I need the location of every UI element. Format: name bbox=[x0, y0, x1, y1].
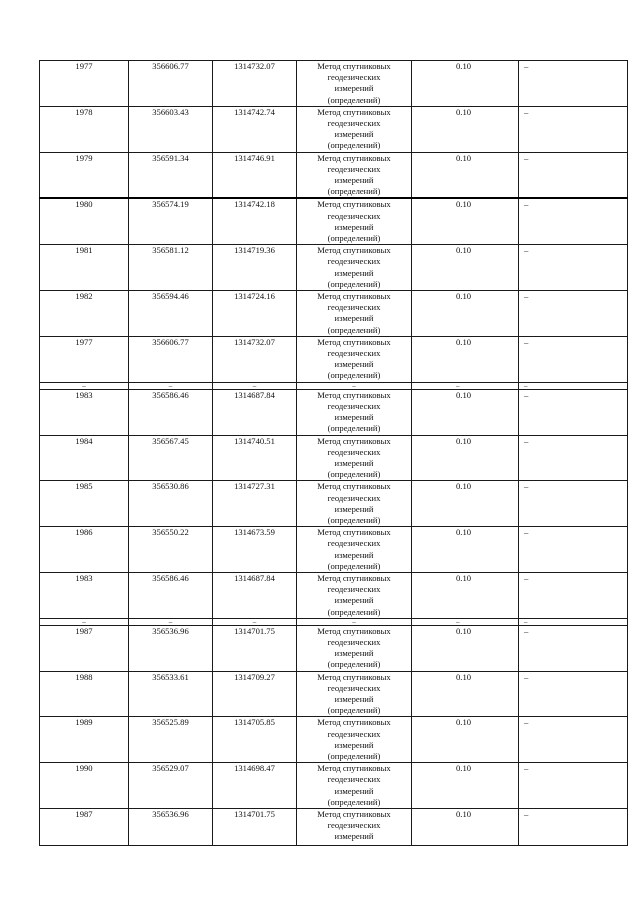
method-line: Метод спутниковых bbox=[317, 572, 391, 583]
method-line: геодезических bbox=[327, 446, 381, 457]
table-separator-row bbox=[40, 382, 628, 389]
y-coordinate-cell: 1314701.75 bbox=[213, 809, 297, 846]
y-coordinate-cell: 1314724.16 bbox=[213, 291, 297, 337]
coordinates-table-body bbox=[40, 61, 628, 846]
error-cell: 0.10 bbox=[412, 336, 519, 382]
method-line: измерений bbox=[334, 739, 374, 750]
method-line: Метод спутниковых bbox=[317, 717, 391, 728]
x-coordinate-cell: 356533.61 bbox=[129, 671, 213, 717]
error-cell: 0.10 bbox=[412, 152, 519, 198]
method-line: Метод спутниковых bbox=[317, 152, 391, 163]
error-cell: 0.10 bbox=[412, 198, 519, 244]
method-line: Метод спутниковых bbox=[317, 106, 391, 117]
method-line: – bbox=[352, 618, 356, 626]
method-line: (определений) bbox=[327, 469, 381, 480]
method-cell bbox=[297, 435, 412, 481]
method-line: (определений) bbox=[327, 423, 381, 434]
description-cell: – bbox=[519, 527, 628, 573]
x-coordinate-cell: 356586.46 bbox=[129, 572, 213, 618]
method-cell bbox=[297, 481, 412, 527]
y-coordinate-cell: 1314742.74 bbox=[213, 106, 297, 152]
method-line: (определений) bbox=[327, 324, 381, 335]
error-cell: 0.10 bbox=[412, 572, 519, 618]
point-number-cell: 1985 bbox=[40, 481, 129, 527]
method-line: геодезических bbox=[327, 538, 381, 549]
table-row bbox=[40, 245, 628, 291]
description-cell: – bbox=[519, 106, 628, 152]
method-line: геодезических bbox=[327, 348, 381, 359]
method-line: (определений) bbox=[327, 705, 381, 716]
point-number-cell: 1977 bbox=[40, 336, 129, 382]
description-cell: – bbox=[519, 435, 628, 481]
point-number-cell: 1984 bbox=[40, 435, 129, 481]
x-coordinate-cell: 356525.89 bbox=[129, 717, 213, 763]
method-cell bbox=[297, 527, 412, 573]
method-line: измерений bbox=[334, 831, 374, 842]
y-coordinate-cell: 1314732.07 bbox=[213, 336, 297, 382]
method-line: измерений bbox=[334, 648, 374, 659]
method-cell bbox=[297, 717, 412, 763]
table-row bbox=[40, 389, 628, 435]
method-line: (определений) bbox=[327, 140, 381, 151]
method-cell bbox=[297, 809, 412, 846]
method-cell bbox=[297, 291, 412, 337]
method-line: измерений bbox=[334, 595, 374, 606]
method-line: геодезических bbox=[327, 118, 381, 129]
method-line: Метод спутниковых bbox=[317, 625, 391, 636]
x-coordinate-cell: 356603.43 bbox=[129, 106, 213, 152]
error-cell: 0.10 bbox=[412, 61, 519, 107]
y-coordinate-cell: 1314687.84 bbox=[213, 389, 297, 435]
method-line: (определений) bbox=[327, 560, 381, 571]
description-cell: – bbox=[519, 618, 628, 625]
error-cell: 0.10 bbox=[412, 717, 519, 763]
method-cell bbox=[297, 389, 412, 435]
method-cell bbox=[297, 572, 412, 618]
method-line: Метод спутниковых bbox=[317, 763, 391, 774]
method-line: измерений bbox=[334, 129, 374, 140]
table-separator-row bbox=[40, 618, 628, 625]
error-cell: 0.10 bbox=[412, 435, 519, 481]
error-cell: 0.10 bbox=[412, 291, 519, 337]
error-cell: 0.10 bbox=[412, 389, 519, 435]
error-cell: – bbox=[412, 382, 519, 389]
method-cell bbox=[297, 106, 412, 152]
point-number-cell: 1980 bbox=[40, 198, 129, 244]
y-coordinate-cell: 1314701.75 bbox=[213, 625, 297, 671]
method-cell bbox=[297, 152, 412, 198]
y-coordinate-cell: 1314746.91 bbox=[213, 152, 297, 198]
method-cell bbox=[297, 198, 412, 244]
x-coordinate-cell: 356536.96 bbox=[129, 809, 213, 846]
method-line: Метод спутниковых bbox=[317, 481, 391, 492]
point-number-cell: – bbox=[40, 382, 129, 389]
method-line: Метод спутниковых bbox=[317, 435, 391, 446]
method-line: измерений bbox=[334, 221, 374, 232]
x-coordinate-cell: 356567.45 bbox=[129, 435, 213, 481]
y-coordinate-cell: 1314709.27 bbox=[213, 671, 297, 717]
method-line: Метод спутниковых bbox=[317, 389, 391, 400]
method-line: геодезических bbox=[327, 728, 381, 739]
table-row bbox=[40, 152, 628, 198]
method-line: измерений bbox=[334, 359, 374, 370]
method-line: (определений) bbox=[327, 796, 381, 807]
method-line: измерений bbox=[334, 412, 374, 423]
x-coordinate-cell: 356550.22 bbox=[129, 527, 213, 573]
description-cell: – bbox=[519, 671, 628, 717]
method-line: измерений bbox=[334, 549, 374, 560]
description-cell: – bbox=[519, 717, 628, 763]
method-cell bbox=[297, 245, 412, 291]
error-cell: 0.10 bbox=[412, 481, 519, 527]
point-number-cell: 1987 bbox=[40, 625, 129, 671]
method-line: измерений bbox=[334, 503, 374, 514]
table-row bbox=[40, 671, 628, 717]
y-coordinate-cell: 1314727.31 bbox=[213, 481, 297, 527]
y-coordinate-cell: 1314732.07 bbox=[213, 61, 297, 107]
method-line: измерений bbox=[334, 785, 374, 796]
x-coordinate-cell: 356530.86 bbox=[129, 481, 213, 527]
table-row bbox=[40, 527, 628, 573]
error-cell: 0.10 bbox=[412, 527, 519, 573]
y-coordinate-cell: 1314719.36 bbox=[213, 245, 297, 291]
method-line: геодезических bbox=[327, 163, 381, 174]
point-number-cell: 1983 bbox=[40, 572, 129, 618]
method-line: геодезических bbox=[327, 256, 381, 267]
table-row bbox=[40, 106, 628, 152]
method-cell bbox=[297, 61, 412, 107]
method-line: измерений bbox=[334, 175, 374, 186]
method-line: геодезических bbox=[327, 72, 381, 83]
method-line: геодезических bbox=[327, 210, 381, 221]
method-cell bbox=[297, 336, 412, 382]
method-line: (определений) bbox=[327, 659, 381, 670]
error-cell: 0.10 bbox=[412, 763, 519, 809]
method-line: (определений) bbox=[327, 278, 381, 289]
description-cell: – bbox=[519, 481, 628, 527]
point-number-cell: 1989 bbox=[40, 717, 129, 763]
description-cell: – bbox=[519, 625, 628, 671]
point-number-cell: 1981 bbox=[40, 245, 129, 291]
table-row bbox=[40, 763, 628, 809]
table-row bbox=[40, 572, 628, 618]
method-line: измерений bbox=[334, 457, 374, 468]
table-row bbox=[40, 336, 628, 382]
error-cell: 0.10 bbox=[412, 809, 519, 846]
point-number-cell: 1988 bbox=[40, 671, 129, 717]
method-line: Метод спутниковых bbox=[317, 809, 391, 819]
point-number-cell: 1990 bbox=[40, 763, 129, 809]
method-line: Метод спутниковых bbox=[317, 245, 391, 256]
method-line: (определений) bbox=[327, 514, 381, 525]
x-coordinate-cell: 356594.46 bbox=[129, 291, 213, 337]
description-cell: – bbox=[519, 198, 628, 244]
x-coordinate-cell: – bbox=[129, 382, 213, 389]
description-cell: – bbox=[519, 763, 628, 809]
method-line: геодезических bbox=[327, 682, 381, 693]
method-cell bbox=[297, 671, 412, 717]
method-line: геодезических bbox=[327, 774, 381, 785]
error-cell: 0.10 bbox=[412, 671, 519, 717]
y-coordinate-cell: – bbox=[213, 382, 297, 389]
method-line: геодезических bbox=[327, 820, 381, 831]
description-cell: – bbox=[519, 152, 628, 198]
table-row bbox=[40, 198, 628, 244]
y-coordinate-cell: 1314742.18 bbox=[213, 198, 297, 244]
y-coordinate-cell: 1314687.84 bbox=[213, 572, 297, 618]
x-coordinate-cell: 356581.12 bbox=[129, 245, 213, 291]
table-row bbox=[40, 435, 628, 481]
table-row bbox=[40, 625, 628, 671]
point-number-cell: 1983 bbox=[40, 389, 129, 435]
description-cell: – bbox=[519, 61, 628, 107]
point-number-cell: 1982 bbox=[40, 291, 129, 337]
method-cell bbox=[297, 625, 412, 671]
method-line: измерений bbox=[334, 313, 374, 324]
point-number-cell: 1978 bbox=[40, 106, 129, 152]
method-line: измерений bbox=[334, 267, 374, 278]
method-line: (определений) bbox=[327, 370, 381, 381]
description-cell: – bbox=[519, 382, 628, 389]
y-coordinate-cell: – bbox=[213, 618, 297, 625]
method-line: (определений) bbox=[327, 186, 381, 197]
x-coordinate-cell: – bbox=[129, 618, 213, 625]
y-coordinate-cell: 1314698.47 bbox=[213, 763, 297, 809]
table-row bbox=[40, 61, 628, 107]
x-coordinate-cell: 356606.77 bbox=[129, 336, 213, 382]
error-cell: 0.10 bbox=[412, 106, 519, 152]
method-line: Метод спутниковых bbox=[317, 527, 391, 538]
point-number-cell: 1986 bbox=[40, 527, 129, 573]
table-row bbox=[40, 481, 628, 527]
description-cell: – bbox=[519, 291, 628, 337]
point-number-cell: 1977 bbox=[40, 61, 129, 107]
description-cell: – bbox=[519, 245, 628, 291]
description-cell: – bbox=[519, 572, 628, 618]
x-coordinate-cell: 356574.19 bbox=[129, 198, 213, 244]
error-cell: 0.10 bbox=[412, 625, 519, 671]
x-coordinate-cell: 356536.96 bbox=[129, 625, 213, 671]
method-line: геодезических bbox=[327, 636, 381, 647]
method-line: (определений) bbox=[327, 750, 381, 761]
table-row bbox=[40, 717, 628, 763]
method-line: геодезических bbox=[327, 302, 381, 313]
error-cell: 0.10 bbox=[412, 245, 519, 291]
y-coordinate-cell: 1314705.85 bbox=[213, 717, 297, 763]
x-coordinate-cell: 356591.34 bbox=[129, 152, 213, 198]
y-coordinate-cell: 1314673.59 bbox=[213, 527, 297, 573]
method-cell bbox=[297, 382, 412, 389]
method-line: геодезических bbox=[327, 400, 381, 411]
point-number-cell: 1987 bbox=[40, 809, 129, 846]
description-cell: – bbox=[519, 336, 628, 382]
table-row bbox=[40, 809, 628, 846]
method-line: Метод спутниковых bbox=[317, 336, 391, 347]
x-coordinate-cell: 356529.07 bbox=[129, 763, 213, 809]
method-line: геодезических bbox=[327, 584, 381, 595]
method-line: Метод спутниковых bbox=[317, 291, 391, 302]
y-coordinate-cell: 1314740.51 bbox=[213, 435, 297, 481]
description-cell: – bbox=[519, 809, 628, 846]
error-cell: – bbox=[412, 618, 519, 625]
x-coordinate-cell: 356606.77 bbox=[129, 61, 213, 107]
description-cell: – bbox=[519, 389, 628, 435]
method-line: геодезических bbox=[327, 492, 381, 503]
method-line: измерений bbox=[334, 83, 374, 94]
point-number-cell: – bbox=[40, 618, 129, 625]
method-line: (определений) bbox=[327, 606, 381, 617]
method-line: Метод спутниковых bbox=[317, 671, 391, 682]
x-coordinate-cell: 356586.46 bbox=[129, 389, 213, 435]
coordinates-table bbox=[39, 60, 628, 846]
method-line: (определений) bbox=[327, 233, 381, 244]
method-line: Метод спутниковых bbox=[317, 61, 391, 71]
table-row bbox=[40, 291, 628, 337]
point-number-cell: 1979 bbox=[40, 152, 129, 198]
method-cell bbox=[297, 618, 412, 625]
method-line: Метод спутниковых bbox=[317, 199, 391, 210]
method-line: измерений bbox=[334, 693, 374, 704]
method-line: – bbox=[352, 382, 356, 390]
method-line: (определений) bbox=[327, 94, 381, 105]
method-cell bbox=[297, 763, 412, 809]
